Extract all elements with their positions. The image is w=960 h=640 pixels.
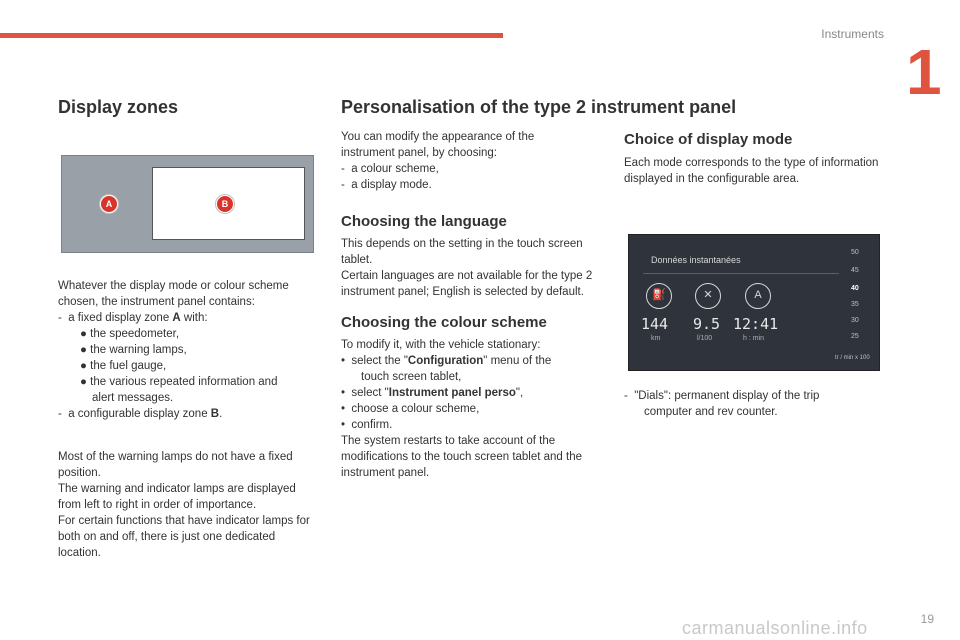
paragraph: The warning and indicator lamps are displayed from left to right in order of importance. xyxy=(58,483,296,511)
bullet-item: ● the speedometer, xyxy=(80,328,180,340)
rev-scale-label: 25 xyxy=(851,333,859,340)
display-zones-title: Display zones xyxy=(58,97,179,117)
step-item: • confirm. xyxy=(341,419,393,431)
colour-scheme-text xyxy=(341,337,603,481)
list-item: - a display mode. xyxy=(341,179,432,191)
chapter-number: 1 xyxy=(906,36,942,108)
distance-unit: km xyxy=(651,335,661,342)
bullet-item: ● the various repeated information and xyxy=(80,376,278,388)
zone-b-badge: B xyxy=(216,195,234,213)
language-title: Choosing the language xyxy=(341,213,507,230)
personalisation-intro xyxy=(341,129,566,193)
list-item: - "Dials": permanent display of the trip xyxy=(624,390,820,402)
display-mode-text xyxy=(624,155,884,187)
distance-value: 144 xyxy=(641,315,669,333)
step-continuation: touch screen tablet, xyxy=(361,371,462,383)
paragraph: Certain languages are not available for the type 2 instrument panel; English is selected by default. xyxy=(341,270,593,298)
colour-scheme-title: Choosing the colour scheme xyxy=(341,314,547,331)
rev-scale-label: 35 xyxy=(851,301,859,308)
instrument-screen-illustration xyxy=(628,234,880,371)
display-mode-title: Choice of display mode xyxy=(624,131,793,148)
consumption-unit: l/100 xyxy=(697,335,713,342)
intro-paragraph: Whatever the display mode or colour scheme chosen, the instrument panel contains: xyxy=(58,280,289,308)
bullet-item: ● the warning lamps, xyxy=(80,344,187,356)
rev-unit-label: tr / min x 100 xyxy=(835,355,870,361)
zone-a-badge: A xyxy=(100,195,118,213)
rev-scale-label: 50 xyxy=(851,249,859,256)
display-zones-text xyxy=(58,278,318,422)
configurable-zone-item: - a configurable display zone B. xyxy=(58,408,223,420)
time-value: 12:41 xyxy=(733,315,779,333)
fuel-pump-icon: ⛽ xyxy=(646,283,672,309)
step-item: • select the "Configuration" menu of the xyxy=(341,355,552,367)
section-label: Instruments xyxy=(821,27,884,41)
screen-divider xyxy=(643,273,839,274)
paragraph: Most of the warning lamps do not have a fixed position. xyxy=(58,451,293,479)
stop-start-icon: A xyxy=(745,283,771,309)
paragraph: To modify it, with the vehicle stationary: xyxy=(341,339,541,351)
fixed-zone-item: - a fixed display zone A with: xyxy=(58,312,208,324)
screen-title: Données instantanées xyxy=(651,255,741,265)
header-accent-bar xyxy=(0,33,503,38)
warning-lamps-text xyxy=(58,449,316,561)
rev-scale-label: 30 xyxy=(851,317,859,324)
list-item: - a colour scheme, xyxy=(341,163,439,175)
rev-scale-label: 40 xyxy=(851,285,859,292)
personalisation-title: Personalisation of the type 2 instrument panel xyxy=(341,97,737,117)
rev-scale-label: 45 xyxy=(851,267,859,274)
paragraph: For certain functions that have indicator lamps for both on and off, there is just one dedicated location. xyxy=(58,515,310,559)
step-item: • choose a colour scheme, xyxy=(341,403,480,415)
paragraph: You can modify the appearance of the instrument panel, by choosing: xyxy=(341,131,535,159)
time-unit: h : min xyxy=(743,335,765,342)
consumption-value: 9.5 xyxy=(693,315,721,333)
language-text xyxy=(341,236,603,300)
dials-text xyxy=(624,388,884,420)
fuel-consumption-icon: ✕ xyxy=(695,283,721,309)
list-item-continuation: computer and rev counter. xyxy=(644,406,778,418)
bullet-continuation: alert messages. xyxy=(92,392,174,404)
page-number: 19 xyxy=(920,612,934,626)
watermark: carmanualsonline.info xyxy=(682,618,868,638)
bullet-item: ● the fuel gauge, xyxy=(80,360,167,372)
step-item: • select "Instrument panel perso", xyxy=(341,387,524,399)
paragraph: The system restarts to take account of the modifications to the touch screen tablet and the instrument panel. xyxy=(341,435,583,479)
paragraph: This depends on the setting in the touch screen tablet. xyxy=(341,238,583,266)
paragraph: Each mode corresponds to the type of information displayed in the configurable area. xyxy=(624,157,879,185)
